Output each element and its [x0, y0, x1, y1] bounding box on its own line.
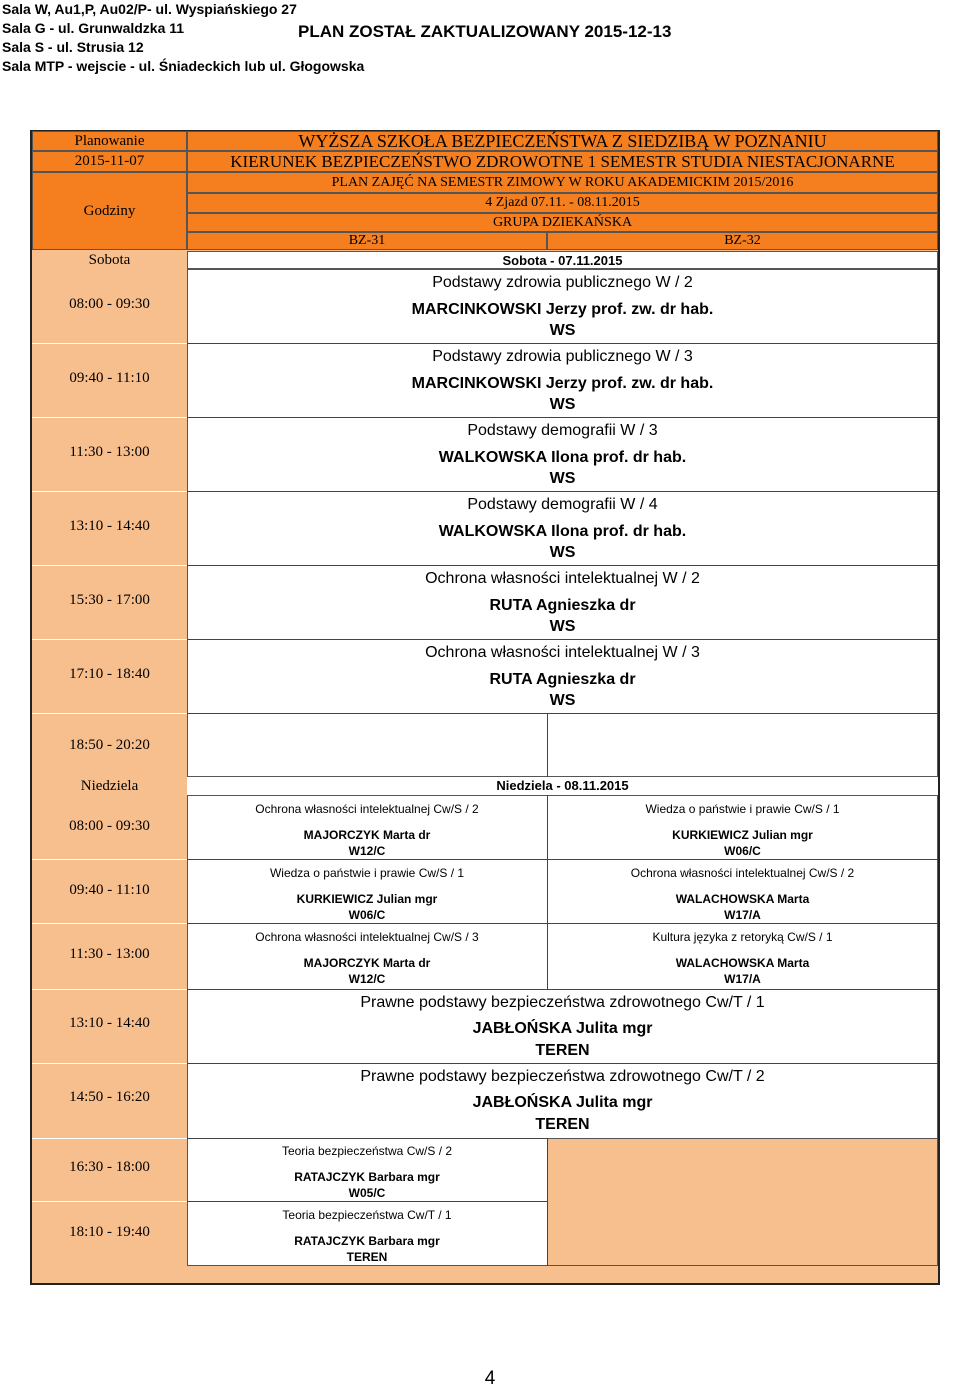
class-subject: Ochrona własności intelektualnej Cw/S / 3: [255, 930, 479, 944]
row-divider: [32, 565, 187, 566]
planowanie-label: [32, 131, 187, 151]
time-slot: 16:30 - 18:00: [69, 1159, 150, 1175]
class-room: TEREN: [535, 1042, 590, 1059]
time-slot: 17:10 - 18:40: [69, 666, 150, 682]
class-subject: Podstawy demografii W / 4: [467, 496, 658, 513]
class-block: [547, 930, 938, 986]
class-block: [187, 496, 938, 564]
class-teacher: KURKIEWICZ Julian mgr: [296, 892, 438, 906]
time-slot: 09:40 - 11:10: [69, 370, 150, 386]
row-divider: [32, 639, 187, 640]
class-subject: Wiedza o państwie i prawie Cw/S / 1: [645, 802, 840, 816]
room-line: Sala S - ul. Strusia 12: [2, 39, 144, 55]
row-divider: [32, 1201, 187, 1202]
class-room: W17/A: [724, 972, 761, 986]
class-teacher: WALKOWSKA Ilona prof. dr hab.: [438, 523, 687, 540]
class-teacher: KURKIEWICZ Julian mgr: [672, 828, 813, 842]
class-subject: Podstawy demografii W / 3: [467, 422, 658, 439]
class-teacher: RATAJCZYK Barbara mgr: [294, 1234, 440, 1248]
class-subject: Kultura języka z retoryką Cw/S / 1: [652, 930, 833, 944]
row-divider: [32, 923, 187, 924]
class-subject: Wiedza o państwie i prawie Cw/S / 1: [269, 866, 465, 880]
group-bz32: [547, 232, 938, 250]
class-room: W06/C: [348, 908, 386, 922]
time-slot: 14:50 - 16:20: [69, 1089, 150, 1105]
class-block: [187, 1068, 938, 1136]
time-slot: 15:30 - 17:00: [69, 592, 150, 608]
class-block: [547, 802, 938, 858]
class-subject: Teoria bezpieczeństwa Cw/S / 2: [281, 1144, 453, 1158]
group-text: GRUPA DZIEKAŃSKA: [492, 214, 633, 230]
class-subject: Podstawy zdrowia publicznego W / 3: [432, 348, 693, 365]
row-divider: [187, 639, 938, 640]
class-room: TEREN: [535, 1116, 590, 1133]
time-slot: 18:10 - 19:40: [69, 1224, 150, 1240]
bz31-text: BZ-31: [348, 233, 386, 248]
time-slot: 09:40 - 11:10: [69, 882, 150, 898]
course-name: [187, 151, 938, 172]
sunday-date: Niedziela - 08.11.2015: [187, 777, 938, 795]
row-divider: [187, 1063, 938, 1064]
row-divider: [187, 417, 938, 418]
planowanie-text: Planowanie: [74, 132, 145, 149]
saturday-date: Sobota - 07.11.2015: [187, 251, 938, 269]
class-block: [187, 1144, 547, 1200]
row-divider: [187, 1138, 547, 1139]
class-block: [187, 422, 938, 490]
page-number: 4: [484, 1368, 496, 1389]
class-teacher: RUTA Agnieszka dr: [489, 671, 636, 688]
saturday-label: Sobota: [88, 252, 131, 268]
class-teacher: RUTA Agnieszka dr: [489, 597, 636, 614]
row-divider: [32, 1138, 187, 1139]
class-subject: Ochrona własności intelektualnej Cw/S / 2: [630, 866, 855, 880]
class-subject: Prawne podstawy bezpieczeństwa zdrowotnego Cw/T / 2: [360, 1068, 765, 1085]
class-room: W12/C: [348, 972, 386, 986]
class-room: TEREN: [346, 1250, 388, 1264]
class-block: [547, 866, 938, 922]
class-room: W17/A: [724, 908, 761, 922]
time-slot: 11:30 - 13:00: [69, 444, 150, 460]
row-divider: [187, 565, 938, 566]
class-subject: Teoria bezpieczeństwa Cw/T / 1: [282, 1208, 452, 1222]
class-teacher: WALKOWSKA Ilona prof. dr hab.: [438, 449, 687, 466]
class-subject: Ochrona własności intelektualnej Cw/S / 2: [255, 802, 479, 816]
class-teacher: JABŁOŃSKA Julita mgr: [472, 1020, 653, 1037]
class-block: [187, 274, 938, 342]
time-slot: 08:00 - 09:30: [69, 296, 150, 312]
row-divider: [32, 343, 187, 344]
class-block: [187, 930, 547, 986]
plan-title: [187, 172, 938, 193]
class-room: WS: [549, 618, 576, 635]
class-room: WS: [549, 470, 576, 487]
bz32-text: BZ-32: [724, 233, 761, 248]
time-slot: 13:10 - 14:40: [69, 1015, 150, 1031]
class-block: [187, 570, 938, 638]
school-name: [187, 131, 938, 151]
row-divider: [32, 713, 187, 714]
time-slot: 18:50 - 20:20: [69, 737, 150, 753]
class-room: WS: [549, 544, 576, 561]
class-block: [187, 644, 938, 712]
class-teacher: JABŁOŃSKA Julita mgr: [472, 1094, 653, 1111]
row-divider: [32, 859, 187, 860]
row-divider: [32, 417, 187, 418]
course-text: KIERUNEK BEZPIECZEŃSTWO ZDROWOTNE 1 SEMESTR STUDIA NIESTACJONARNE: [230, 151, 895, 171]
class-teacher: MAJORCZYK Marta dr: [303, 828, 431, 842]
class-subject: Prawne podstawy bezpieczeństwa zdrowotnego Cw/T / 1: [360, 994, 765, 1011]
class-block: [187, 802, 547, 858]
zjazd-title: [187, 193, 938, 213]
class-teacher: MAJORCZYK Marta dr: [303, 956, 431, 970]
room-line: Sala W, Au1,P, Au02/P- ul. Wyspiańskiego 27: [2, 1, 297, 17]
time-slot: 13:10 - 14:40: [69, 518, 150, 534]
class-teacher: MARCINKOWSKI Jerzy prof. zw. dr hab.: [411, 301, 714, 318]
row-divider: [32, 989, 187, 990]
group-bz31: [187, 232, 547, 250]
godziny-text: Godziny: [83, 202, 136, 219]
class-teacher: MARCINKOWSKI Jerzy prof. zw. dr hab.: [411, 375, 714, 392]
row-divider: [187, 989, 938, 990]
row-divider: [187, 343, 938, 344]
plan-date: [32, 151, 187, 172]
class-block: [187, 866, 547, 922]
time-slot: 11:30 - 13:00: [69, 946, 150, 962]
plan-date-text: 2015-11-07: [74, 153, 145, 169]
column-divider: [547, 1138, 548, 1266]
class-room: W06/C: [724, 844, 761, 858]
class-room: WS: [549, 322, 576, 339]
class-room: W12/C: [348, 844, 386, 858]
update-notice: PLAN ZOSTAŁ ZAKTUALIZOWANY 2015-12-13: [298, 22, 672, 41]
school-text: WYŻSZA SZKOŁA BEZPIECZEŃSTWA Z SIEDZIBĄ W POZNANIU: [298, 130, 827, 151]
row-divider: [187, 1201, 547, 1202]
class-subject: Ochrona własności intelektualnej W / 3: [425, 644, 700, 661]
sunday-empty-cell: [547, 1138, 938, 1266]
class-teacher: WALACHOWSKA Marta: [675, 892, 810, 906]
class-subject: Ochrona własności intelektualnej W / 2: [425, 570, 700, 587]
godziny-label: [32, 172, 187, 250]
class-room: W05/C: [348, 1186, 386, 1200]
row-divider: [187, 859, 938, 860]
class-teacher: RATAJCZYK Barbara mgr: [294, 1170, 440, 1184]
class-room: WS: [549, 692, 576, 709]
room-line: Sala G - ul. Grunwaldzka 11: [2, 20, 185, 36]
plan-text: PLAN ZAJĘĆ NA SEMESTR ZIMOWY W ROKU AKADEMICKIM 2015/2016: [331, 174, 794, 190]
class-block: [187, 348, 938, 416]
sunday-label: Niedziela: [80, 778, 139, 794]
row-divider: [32, 491, 187, 492]
row-divider: [187, 713, 938, 714]
row-divider: [187, 491, 938, 492]
class-block: [187, 1208, 547, 1264]
zjazd-text: 4 Zjazd 07.11. - 08.11.2015: [485, 195, 640, 210]
column-divider: [547, 713, 548, 777]
class-subject: Podstawy zdrowia publicznego W / 2: [432, 274, 693, 291]
group-title: [187, 213, 938, 232]
time-slot: 08:00 - 09:30: [69, 818, 150, 834]
room-line: Sala MTP - wejscie - ul. Śniadeckich lub ul. Głogowska: [2, 58, 365, 74]
class-teacher: WALACHOWSKA Marta: [675, 956, 810, 970]
row-divider: [32, 1063, 187, 1064]
class-room: WS: [549, 396, 576, 413]
class-block: [187, 994, 938, 1062]
row-divider: [187, 923, 938, 924]
